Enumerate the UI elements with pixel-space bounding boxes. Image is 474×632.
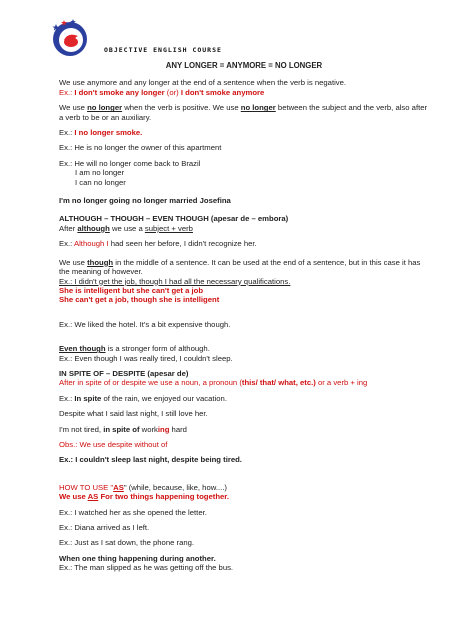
rule-although	[59, 224, 429, 233]
obs-despite: Obs.: We use despite without of	[59, 439, 168, 449]
heading-in-spite: IN SPITE OF – DESPITE (apesar de)	[59, 368, 189, 378]
example-no-longer-3a: I am no longer	[75, 168, 125, 178]
ex-any-longer: I don't smoke any longer	[74, 87, 165, 97]
ex3-d: ing	[157, 424, 170, 434]
ex3-b: in spite of	[103, 424, 140, 434]
after-c: we use a	[109, 223, 145, 233]
rule-anymore: We use anymore and any longer at the end of a sentence when the verb is negative.	[59, 78, 347, 88]
rule-e: between the subject and the verb, also after a verb to be or an auxiliary.	[59, 103, 428, 122]
example-no-longer-2: Ex.: He is no longer the owner of this apartment	[59, 143, 222, 153]
after-a: After	[59, 223, 78, 233]
course-logo	[50, 18, 90, 58]
example-no-longer-3: Ex.: He will no longer come back to Brazil	[59, 158, 201, 168]
example-as-1: Ex.: I watched her as she opened the letter.	[59, 507, 207, 517]
example-in-spite-1	[59, 394, 429, 403]
example-even-though: Ex.: Even though I was really tired, I couldn't sleep.	[59, 353, 233, 363]
rule-no-longer	[59, 103, 429, 122]
ls-a: After in spite of or despite we use a noun, a pronoun (	[59, 378, 242, 388]
though-a: We use	[59, 257, 88, 267]
example-in-spite-2	[59, 425, 429, 434]
example-no-longer-3b: I can no longer	[75, 177, 126, 187]
course-name: OBJECTIVE ENGLISH COURSE	[104, 46, 222, 54]
bold-example: I'm no longer going no longer married Josefina	[59, 196, 231, 206]
heading-as	[59, 483, 429, 492]
rule-though	[59, 258, 429, 277]
example-anymore	[59, 88, 429, 97]
page-title: ANY LONGER = ANYMORE = NO LONGER	[165, 61, 323, 70]
rule-as	[59, 492, 429, 501]
example-as-4: Ex.: The man slipped as he was getting off the bus.	[59, 563, 234, 573]
even-a: Even though	[59, 344, 106, 354]
ex-or: (or)	[164, 87, 181, 97]
example-although	[59, 239, 429, 248]
ex3-a: I'm not tired,	[59, 424, 104, 434]
h-b: AS	[113, 482, 124, 492]
though-b: though	[87, 257, 114, 267]
rule-d: no longer	[240, 103, 276, 113]
ex1-c: of the rain, we enjoyed our vacation.	[101, 393, 227, 403]
ex-prefix: Ex.:	[59, 87, 75, 97]
after-b: although	[77, 223, 110, 233]
example-though-red-1: She is intelligent but she can't get a job	[59, 285, 204, 295]
example-despite-bold: Ex.: I couldn't sleep last night, despite being tired.	[59, 455, 242, 465]
bold-as: When one thing happening during another.	[59, 553, 216, 563]
example-hotel: Ex.: We liked the hotel. It's a bit expensive though.	[59, 319, 231, 329]
example-as-2: Ex.: Diana arrived as I left.	[59, 523, 150, 532]
rule-even-though	[59, 344, 429, 353]
ex1-b: In spite	[74, 393, 102, 403]
h-a: HOW TO USE "	[59, 482, 114, 492]
heading-although: ALTHOUGH – THOUGH – EVEN THOUGH (apesar de – embora)	[59, 214, 289, 224]
example-as-3: Ex.: Just as I sat down, the phone rang.	[59, 538, 195, 548]
ex-red: Although I	[73, 239, 109, 249]
h-c: " (while, because, like, how....)	[123, 482, 227, 492]
after-d: subject + verb	[144, 223, 193, 233]
ex-prefix: Ex.:	[59, 128, 75, 138]
even-b: is a stronger form of although.	[105, 344, 210, 354]
rule-b: no longer	[87, 103, 123, 113]
r-b: AS	[87, 492, 99, 502]
rule-c: when the verb is positive. We use	[122, 103, 241, 113]
example-despite: Despite what I said last night, I still love her.	[59, 409, 208, 419]
ex-rest: had seen her before, I didn't recognize her.	[108, 239, 257, 249]
ls-c: or a verb + ing	[315, 378, 368, 388]
example-though: Ex.: I didn't get the job, though I had all the necessary qualifications.	[59, 276, 291, 286]
r-a: We use	[59, 492, 88, 502]
though-c: in the middle of a sentence. It can be used at the end of a sentence, but in this case it has the meaning of however.	[59, 257, 421, 277]
example-though-red-2: She can't get a job, though she is intelligent	[59, 295, 220, 305]
r-c: For two things happening together.	[98, 492, 229, 502]
ex1-a: Ex.:	[59, 393, 75, 403]
ex3-e: hard	[169, 424, 187, 434]
rule-a: We use	[59, 103, 88, 113]
document-body	[59, 61, 429, 573]
ex3-c: work	[139, 424, 158, 434]
ex-text: I no longer smoke.	[74, 128, 143, 138]
rule-in-spite	[59, 378, 429, 387]
ex-anymore: I don't smoke anymore	[180, 87, 265, 97]
ex-prefix: Ex.:	[59, 239, 74, 249]
example-no-longer-1	[59, 128, 429, 137]
ls-b: this/ that/ what, etc.)	[241, 378, 316, 388]
